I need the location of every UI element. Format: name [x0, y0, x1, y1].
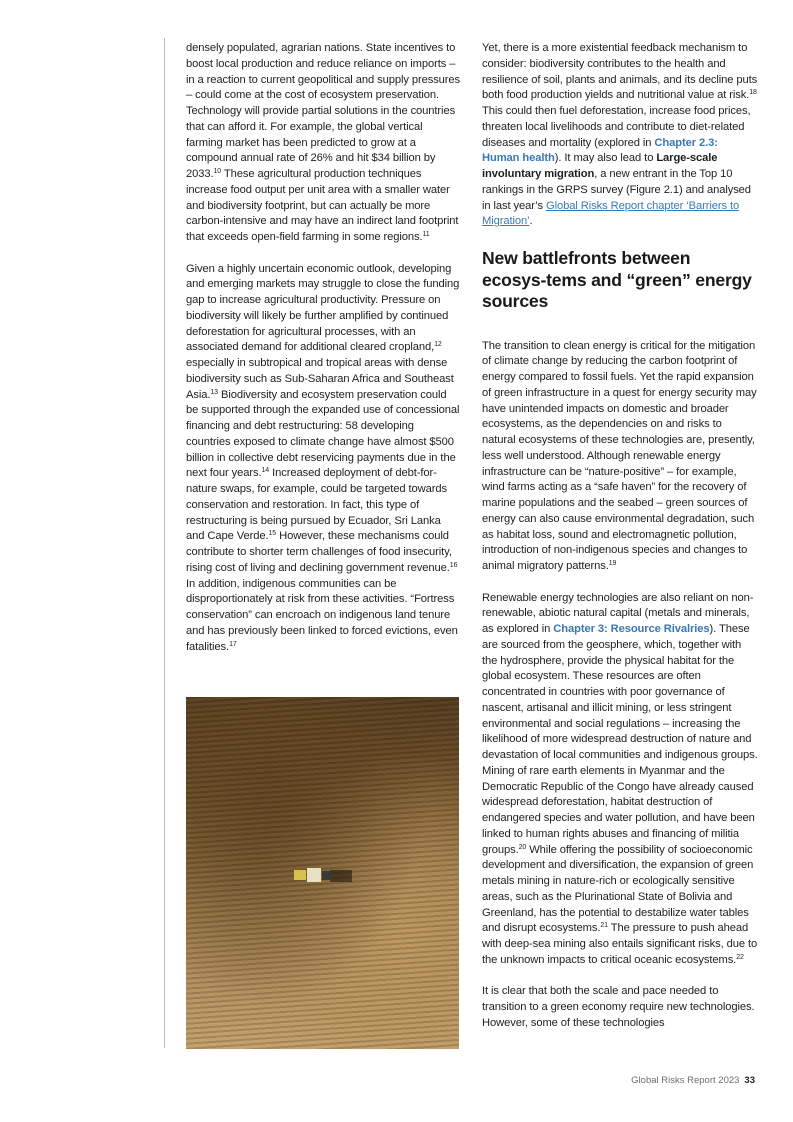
footnote-ref[interactable]: 16 [449, 561, 458, 569]
paragraph: densely populated, agrarian nations. State incentives to boost local production and reduce reliance on imports – in a reaction to current geopolitical and supply pressures – could come at the cost of ecosystem preservation. Technology will provide partial solutions in the countries that can afford it. For example, the global vertical farming market has been predicted to grow at a compound annual rate of 26% and hit $34 billion by 2033.10 These agricultural production techniques increase food output per unit area with a smaller water and biodiversity footprint, but can actually be more carbon-intensive and may have an indirect land footprint that exceeds open-field farming in some regions.$^{11}$ [186, 42, 461, 243]
paragraph: Yet, there is a more existential feedback mechanism to consider: biodiversity contributes to the health and resilience of soil, plants and animals, and its decline puts both food production yields and nutritional value at risk.$^{18}$ This could then fuel deforestation, increase food prices, threaten local livelihoods and contribute to diet-related diseases and mortality (explored in Chapter 2.3: Human health). It may also lead to Large-scale involuntary migration, a new entrant in the Top 10 rankings in the GRPS survey (Figure 2.1) and analysed in last year’s Global Risks Report chapter ‘Barriers to Migration’. [482, 42, 758, 228]
footnote-ref[interactable]: 22 [736, 953, 744, 961]
footnote-ref[interactable]: 19 [608, 560, 617, 567]
footnote-ref[interactable]: 11 [422, 231, 430, 238]
footnote-ref[interactable]: 12 [434, 341, 442, 349]
left-column [186, 41, 461, 671]
section-heading: New battlefronts between ecosys-tems and “green” energy sources [482, 248, 752, 311]
paragraph: It is clear that both the scale and pace needed to transition to a green economy require new technologies. However, some of these technologies [482, 985, 755, 1029]
page-number: 33 [744, 1075, 755, 1086]
footnote-ref[interactable]: 21 [600, 922, 608, 930]
paragraph: Given a highly uncertain economic outlook, developing and emerging markets may struggle to close the funding gap to increase agricultural productivity. Pressure on biodiversity will likely be further amplified by continued deforestation for agricultural processes, with an associated demand for additional cleared cropland,$^{12}$ especially in subtropical and tropical areas with dense biodiversity such as Sub-Saharan Africa and Southeast Asia.$^{13}$ Biodiversity and ecosystem preservation could be supported through the expanded use of concessional financing and debt restructuring: 58 developing countries exposed to climate change have almost $500 billion in collective debt reservicing payments due in the next four years.$^{14}$ Increased deployment of debt-for-nature swaps, for example, could be targeted towards conservation and restoration. In fact, this type of restructuring is being pursued by Ecuador, Sri Lanka and Cape Verde.$^{15}$ However, these mechanisms could contribute to shorter term challenges of food insecurity, rising cost of living and declining government revenue.$^{16}$ In addition, indigenous communities can be disproportionately at risk from these activities. “Fortress conservation” can encroach on indigenous land tenure and has previously been linked to forced evictions, even fatalities.$^{17}$ [186, 262, 460, 653]
footnote-ref[interactable]: 10 [213, 168, 222, 175]
footnote-ref[interactable]: 18 [749, 89, 757, 97]
paragraph: The transition to clean energy is critical for the mitigation of climate change by reducing the carbon footprint of energy compared to fossil fuels. Yet the rapid expansion of green infrastructure in a quest for energy security may have unintended impacts on domestic and broader ecosystems, as the dependencies on and risks to natural ecosystems of these technologies are, presently, less well understood. Although renewable energy infrastructure can be “nature-positive” – for example, wind farms acting as a “safe haven” for the recovery of marine populations and the seabed – green sources of energy can also cause environmental degradation, such as habitat loss, sound and electromagnetic pollution, introduction of non-indigenous species and changes to animal migratory patterns.$^{19}$ [482, 339, 757, 572]
footnote-ref[interactable]: 14 [261, 467, 270, 475]
footnote-ref[interactable]: 20 [518, 843, 527, 851]
chapter-xref-human-health[interactable]: Chapter 2.3: Human health [482, 136, 718, 165]
bold-term: Large-scale involuntary migration [482, 152, 718, 180]
page-footer [631, 1075, 755, 1086]
column-divider-rule [164, 38, 165, 1048]
report-title: Global Risks Report 2023 [631, 1075, 740, 1086]
barriers-to-migration-link[interactable]: Global Risks Report chapter ‘Barriers to Migration’ [482, 199, 740, 228]
footnote-ref[interactable]: 17 [229, 640, 237, 648]
footnote-ref[interactable]: 13 [210, 388, 218, 396]
right-column [482, 41, 758, 1047]
chapter-xref-resource-rivalries[interactable]: Chapter 3: Resource Rivalries [553, 623, 710, 635]
aerial-farmland-photo [186, 697, 459, 1049]
footnote-ref[interactable]: 15 [268, 530, 277, 538]
tractor-graphic [294, 868, 334, 882]
paragraph: Renewable energy technologies are also reliant on non-renewable, abiotic natural capital (metals and minerals, as explored in Chapter 3: Resource Rivalries). These are sourced from the geosphere, which, together with the hydrosphere, provide the physical habitat for the global ecosystem. These resources are often concentrated in countries with poor governance of nascent, artisanal and illicit mining, or less stringent environmental and social regulations – increasing the likelihood of more widespread destruction of nature and devastation of local communities and indigenous groups. Mining of rare earth elements in Myanmar and the Democratic Republic of the Congo have already caused widespread deforestation, habitat destruction of endangered species and water pollution, and have been linked to human rights abuses and financing of militia groups.$^{20}$ While offering the possibility of socioeconomic development and diversification, the expansion of green metals mining in nature-rich or ecologically sensitive areas, such as the Plurinational State of Bolivia and Greenland, has the potential to destabilize water tables and disrupt ecosystems.$^{21}$ The pressure to push ahead with deep-sea mining also entails significant risks, due to the unknown impacts to critical oceanic ecosystems.$^{22}$ [482, 591, 758, 966]
